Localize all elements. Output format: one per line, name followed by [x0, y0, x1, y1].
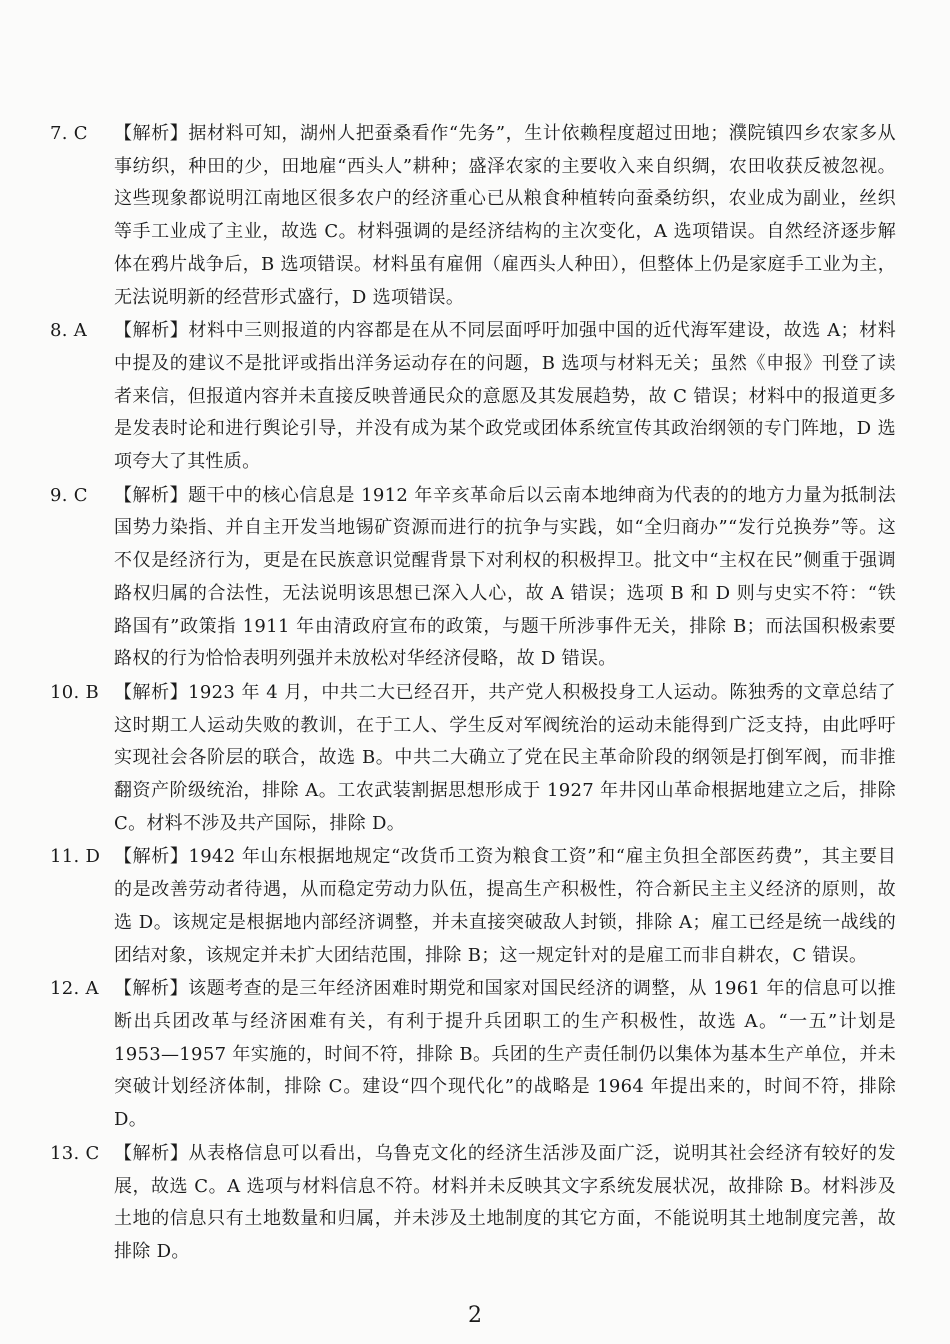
- answer-explanation: 【解析】据材料可知，湖州人把蚕桑看作“先务”，生计依赖程度超过田地；濮院镇四乡农家多从事纺织，种田的少，田地雇“西头人”耕种；盛泽农家的主要收入来自织绸，农田收获反被忽视。这些现象都说明江南地区很多农户的经济重心已从粮食种植转向蚕桑纺织，农业成为副业，丝织等手工业成了主业，故选 C。材料强调的是经济结构的主次变化，A 选项错误。自然经济逐步解体在鸦片战争后，B 选项错误。材料虽有雇佣（雇西头人种田），但整体上仍是家庭手工业为主，无法说明新的经营形式盛行，D 选项错误。: [114, 123, 896, 308]
- answer-explanation: 【解析】1923 年 4 月，中共二大已经召开，共产党人积极投身工人运动。陈独秀的文章总结了这时期工人运动失败的教训，在于工人、学生反对军阀统治的运动未能得到广泛支持，由此呼吁实现社会各阶层的联合，故选 B。中共二大确立了党在民主革命阶段的纲领是打倒军阀，而非推翻资产阶级统治，排除 A。工农武装割据思想形成于 1927 年井冈山革命根据地建立之后，排除 C。材料不涉及共产国际，排除 D。: [114, 681, 896, 834]
- answer-explanation: 【解析】材料中三则报道的内容都是在从不同层面呼吁加强中国的近代海军建设，故选 A；材料中提及的建议不是批评或指出洋务运动存在的问题，B 选项与材料无关；虽然《申报》刊登了读者来信，但报道内容并未直接反映普通民众的意愿及其发展趋势，故 C 错误；材料中的报道更多是发表时论和进行舆论引导，并没有成为某个政党或团体系统宣传其政治纲领的专门阵地，D 选项夸大了其性质。: [114, 320, 896, 473]
- page-number: 2: [468, 1303, 482, 1328]
- answer-item-11: [50, 841, 896, 972]
- answer-number: 9. C: [50, 484, 88, 506]
- answer-item-10: [50, 677, 896, 841]
- answer-explanation: 【解析】从表格信息可以看出，乌鲁克文化的经济生活涉及面广泛，说明其社会经济有较好的发展，故选 C。A 选项与材料信息不符。材料并未反映其文字系统发展状况，故排除 B。材料涉及土地的信息只有土地数量和归属，并未涉及土地制度的其它方面，不能说明其土地制度完善，故排除 D。: [114, 1142, 896, 1262]
- answer-explanation: 【解析】1942 年山东根据地规定“改货币工资为粮食工资”和“雇主负担全部医药费”，其主要目的是改善劳动者待遇，从而稳定劳动力队伍，提高生产积极性，符合新民主主义经济的原则，故选 D。该规定是根据地内部经济调整，并未直接突破敌人封锁，排除 A；雇工已经是统一战线的团结对象，该规定并未扩大团结范围，排除 B；这一规定针对的是雇工而非自耕农，C 错误。: [114, 846, 896, 966]
- answer-number: 11. D: [50, 846, 101, 868]
- answer-number: 13. C: [50, 1142, 100, 1164]
- answer-item-12: [50, 973, 896, 1137]
- answer-number: 12. A: [50, 978, 99, 1000]
- answer-item-9: [50, 480, 896, 676]
- answer-explanation: 【解析】题干中的核心信息是 1912 年辛亥革命后以云南本地绅商为代表的的地方力量为抵制法国势力染指、并自主开发当地锡矿资源而进行的抗争与实践，如“全归商办”“发行兑换券”等。这不仅是经济行为，更是在民族意识觉醒背景下对利权的积极捍卫。批文中“主权在民”侧重于强调路权归属的合法性，无法说明该思想已深入人心，故 A 错误；选项 B 和 D 则与史实不符：“铁路国有”政策指 1911 年由清政府宣布的政策，与题干所涉事件无关，排除 B；而法国积极索要路权的行为恰恰表明列强并未放松对华经济侵略，故 D 错误。: [114, 484, 896, 670]
- answer-explanation: 【解析】该题考查的是三年经济困难时期党和国家对国民经济的调整，从 1961 年的信息可以推断出兵团改革与经济困难有关，有利于提升兵团职工的生产积极性，故选 A。“一五”计划是 1953—1957 年实施的，时间不符，排除 B。兵团的生产责任制仍以集体为基本生产单位，并未突破计划经济体制，排除 C。建设“四个现代化”的战略是 1964 年提出来的，时间不符，排除 D。: [114, 978, 896, 1131]
- answer-item-13: [50, 1138, 896, 1269]
- answer-explanations: [50, 118, 896, 1270]
- answer-number: 7. C: [50, 123, 88, 144]
- answer-item-7: [50, 118, 896, 314]
- answer-number: 8. A: [50, 320, 88, 342]
- answer-number: 10. B: [50, 681, 100, 703]
- answer-item-8: [50, 315, 896, 479]
